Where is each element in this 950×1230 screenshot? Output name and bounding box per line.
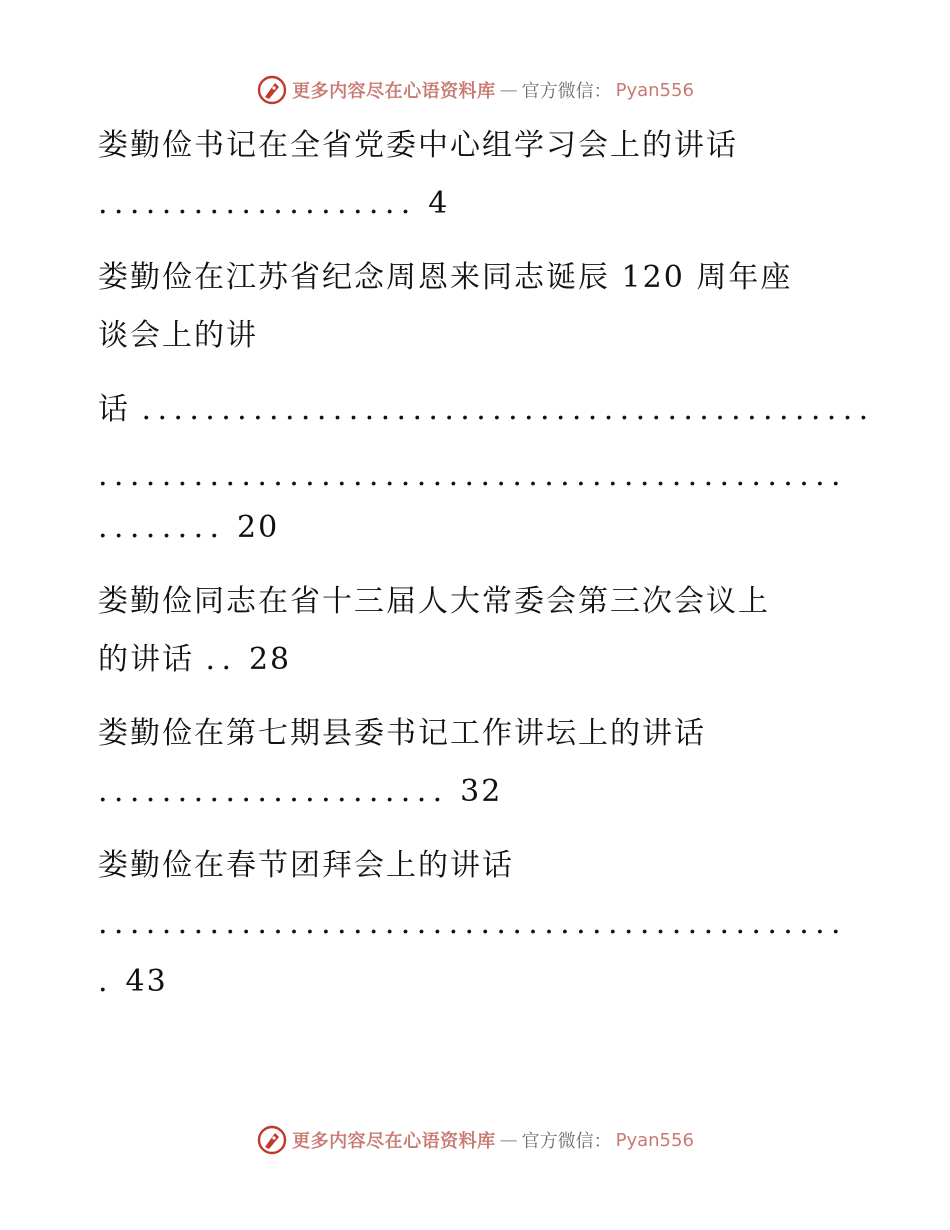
toc-dot-leader: ............................................... (98, 906, 847, 941)
toc-entry-3-title-line-1[interactable] (98, 582, 770, 622)
pen-nib-circle-icon (256, 1124, 288, 1156)
toc-dot-leader: .............................................. (141, 392, 875, 427)
watermark-wechat-id: Pyan556 (615, 79, 694, 101)
toc-entry-5-title[interactable] (98, 846, 514, 886)
toc-dot-leader: ............................................... (98, 458, 847, 493)
watermark-brand-text: 更多内容尽在心语资料库 (292, 1131, 496, 1152)
toc-page-number: 20 (237, 510, 280, 545)
toc-entry-2-title-line-3[interactable] (98, 390, 875, 430)
toc-entry-title-text: 娄勤俭书记在全省党委中心组学习会上的讲话 (98, 128, 738, 163)
toc-entry-4-leader[interactable] (98, 772, 502, 812)
toc-entry-2-leader-line-4[interactable] (98, 456, 847, 496)
watermark-suffix-text: 官方微信： (521, 81, 612, 102)
toc-entry-title-text: 谈会上的讲 (98, 318, 258, 353)
toc-entry-title-text: 娄勤俭在第七期县委书记工作讲坛上的讲话 (98, 716, 706, 751)
footer-watermark (0, 1120, 950, 1160)
watermark-wechat-id: Pyan556 (615, 1129, 694, 1151)
toc-entry-5-leader-line-1[interactable] (98, 904, 847, 944)
toc-page-number: 4 (428, 186, 450, 221)
toc-dot-leader: .. (205, 642, 238, 677)
toc-entry-title-text: 娄勤俭同志在省十三届人大常委会第三次会议上 (98, 584, 770, 619)
watermark-suffix-text: 官方微信： (521, 1131, 612, 1152)
toc-entry-2-title-line-2[interactable] (98, 316, 258, 356)
pen-nib-circle-icon (256, 74, 288, 106)
toc-entry-2-title-line-1[interactable] (98, 258, 792, 298)
toc-entry-title-text: 娄勤俭在春节团拜会上的讲话 (98, 848, 514, 883)
toc-dot-leader: . (98, 964, 114, 999)
toc-entry-1-title[interactable] (98, 126, 738, 166)
toc-dot-leader: ...................... (98, 774, 449, 809)
toc-page-number: 43 (125, 964, 168, 999)
toc-entry-title-text: 娄勤俭在江苏省纪念周恩来同志诞辰 120 周年座 (98, 260, 793, 295)
toc-page-number: 28 (248, 642, 292, 677)
toc-entry-1-leader[interactable] (98, 184, 449, 224)
toc-entry-4-title[interactable] (98, 714, 706, 754)
toc-entry-title-text: 话 (98, 392, 142, 427)
toc-entry-3-title-line-2[interactable] (98, 640, 291, 680)
watermark-separator: — (499, 79, 518, 101)
watermark-separator: — (499, 1129, 518, 1151)
toc-entry-5-leader-line-2[interactable] (98, 962, 168, 1002)
toc-page-number: 32 (460, 774, 503, 809)
toc-dot-leader: ........ (98, 510, 226, 545)
watermark-brand-text: 更多内容尽在心语资料库 (292, 81, 496, 102)
toc-dot-leader: .................... (98, 186, 417, 221)
toc-entry-2-leader-line-5[interactable] (98, 508, 279, 548)
header-watermark (0, 70, 950, 110)
toc-entry-title-text: 的讲话 (98, 642, 206, 677)
